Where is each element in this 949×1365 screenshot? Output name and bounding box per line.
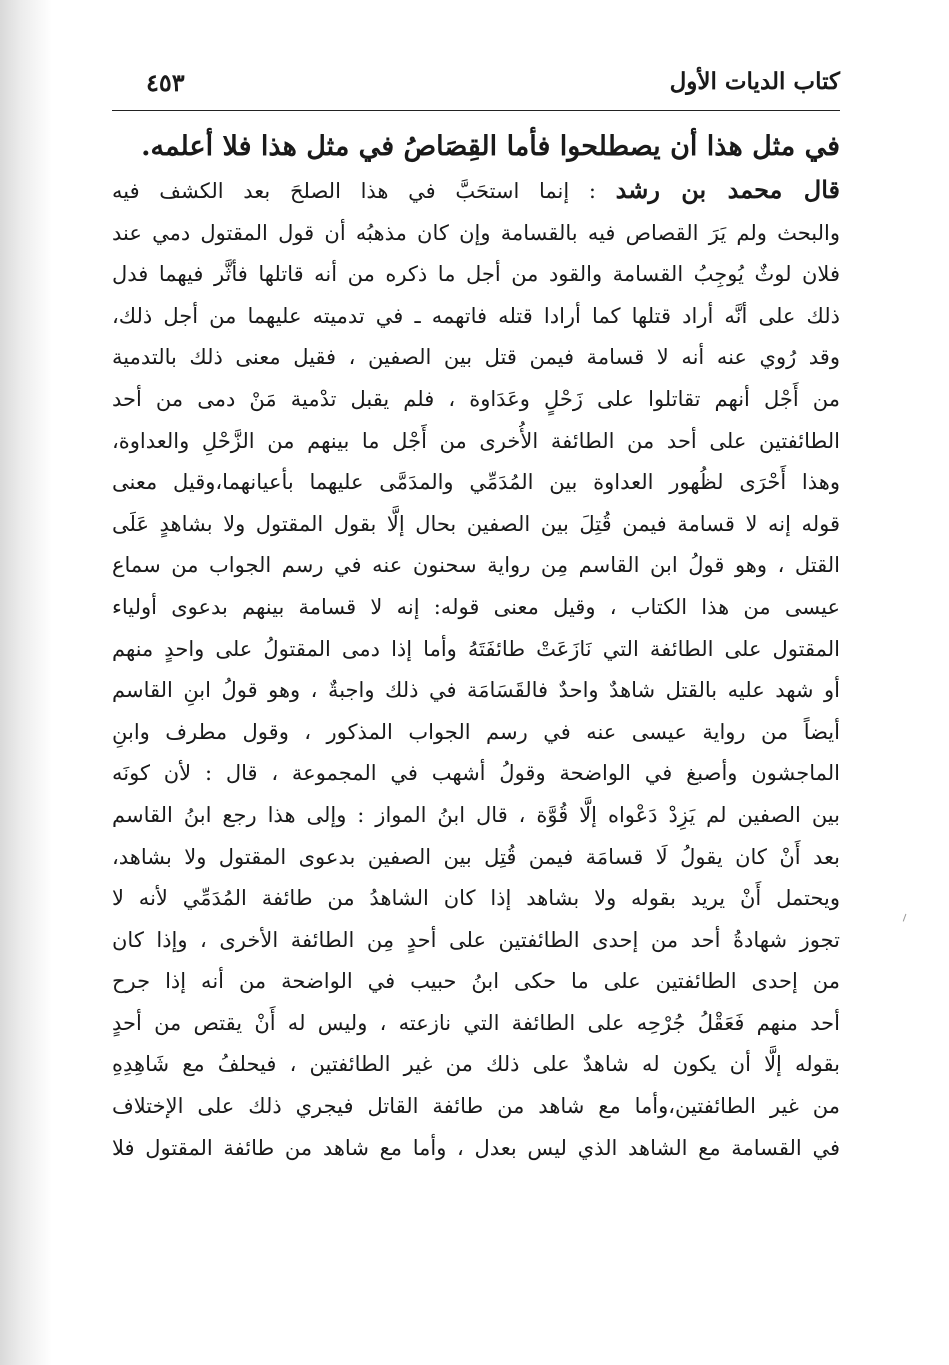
continuation-line: في مثل هذا أن يصطلحوا فأما القِصَاصُ في مثل هذا فلا أعلمه. <box>141 131 840 162</box>
page-header <box>112 56 840 110</box>
text-line: بين الصفين لم يَزِدْ دَعْواه إلَّا قُوَّة ، قال ابنُ المواز : وإلى هذا رجع ابنُ القاسم <box>112 802 840 827</box>
commentary-paragraph <box>112 169 840 1169</box>
text-line: من أَجْل أنهم تقاتلوا على زَحْلٍ وعَدَاوة ، فلم يقبل تدْمية مَنْ دمى من أحد <box>112 386 840 411</box>
text-line: ويحتمل أَنْ يريد بقوله ولا بشاهد إذا كان الشاهدُ من طائفة المُدَمِّي لأنه لا <box>112 886 840 911</box>
text-line: والبحث ولم يَرَ القصاص فيه بالقسامة وإن كان مذهبُه أن قول المقتول دمي عند <box>112 220 840 245</box>
text-line <box>112 169 840 213</box>
text-line: وهذا أَحْرَى لظُهور العداوة بين المُدَمِّي والمدَمَّى عليهما بأعيانهما،وقيل معنى <box>112 470 840 495</box>
text-line-content: : إنما استحَبَّ في هذا الصلحَ بعد الكشف فيه <box>112 179 596 203</box>
scan-artifact-mark <box>903 914 909 923</box>
author-name: قال محمد بن رشد <box>615 175 840 204</box>
text-line: الطائفتين على أحد من الطائفة الأُخرى من أَجْل ما بينهم من الزَّحْلِ والعداوة، <box>112 428 840 453</box>
running-title: كتاب الديات الأول <box>669 68 840 95</box>
text-line: قوله إنه لا قسامة فيمن قُتِلَ بين الصفين بحال إلَّا بقول المقتول ولا بشاهدٍ عَلَى <box>112 511 840 536</box>
text-line: الماجشون وأصبغ في الواضحة وقولُ أشهب في المجموعة ، قال : لأن كونَه <box>112 761 840 786</box>
text-line: المقتول على الطائفة التي نَازَعَتْ طائفَتَهُ وأما إذا دمى المقتولُ على واحدٍ منهم <box>112 636 840 661</box>
text-line: أيضاً من رواية عيسى عنه في رسم الجواب المذكور ، وقول مطرف وابنِ <box>112 719 840 744</box>
text-line: من غير الطائفتين،وأما مع شاهد من طائفة القاتل فيجري ذلك على الإختلاف <box>112 1094 840 1119</box>
header-rule <box>112 110 840 111</box>
text-line: في القسامة مع الشاهد الذي ليس بعدل ، وأما مع شاهد من طائفة المقتول فلا <box>112 1135 840 1160</box>
text-line: تجوز شهادةُ أحد من إحدى الطائفتين على أحدٍ مِن الطائفة الأخرى ، وإذا كان <box>112 927 840 952</box>
text-line: بقوله إلَّا أن يكون له شاهدٌ على ذلك من غير الطائفتين ، فيحلفُ مع شَاهِدِهِ <box>112 1052 840 1077</box>
text-line: القتل ، وهو قولُ ابن القاسم مِن رواية سحنون عنه في رسم الجواب من سماع <box>112 553 840 578</box>
book-page <box>112 56 840 1169</box>
text-line: أحد منهم فَعَقْلُ جُرْحِه على الطائفة التي نازعته ، وليس له أَنْ يقتص من أحدٍ <box>112 1010 840 1035</box>
text-line: من إحدى الطائفتين على ما حكى ابنُ حبيب في الواضحة من أنه إذا جرح <box>112 969 840 994</box>
text-line: فلان لوثٌ يُوجِبُ القسامة والقود من أجل ما ذكره من أنه قاتلها فأثَّر فيهما فدل <box>112 262 840 287</box>
book-binding-shadow <box>0 0 52 1365</box>
text-line: عيسى من هذا الكتاب ، وقيل معنى قوله: إنه لا قسامة بينهم بدعوى أولياء <box>112 594 840 619</box>
text-line: أو شهد عليه بالقتل شاهدٌ واحدٌ فالقَسَامَة في ذلك واجبةٌ ، وهو قولُ ابنِ القاسم <box>112 678 840 703</box>
text-line: وقد رُوي عنه أنه لا قسامة فيمن قتل بين الصفين ، فقيل معنى ذلك بالتدمية <box>112 345 840 370</box>
page-number: ٤٥٣ <box>146 68 185 97</box>
text-line: ذلك على أنَّه أراد قتلها كما أرادا قتله فاتهمه ـ في تدميته عليهما من أجل ذلك، <box>112 303 840 328</box>
text-line: بعد أَنْ كان يقولُ لَا قسامَة فيمن قُتِل بين الصفين بدعوى المقتول ولا بشاهد، <box>112 844 840 869</box>
